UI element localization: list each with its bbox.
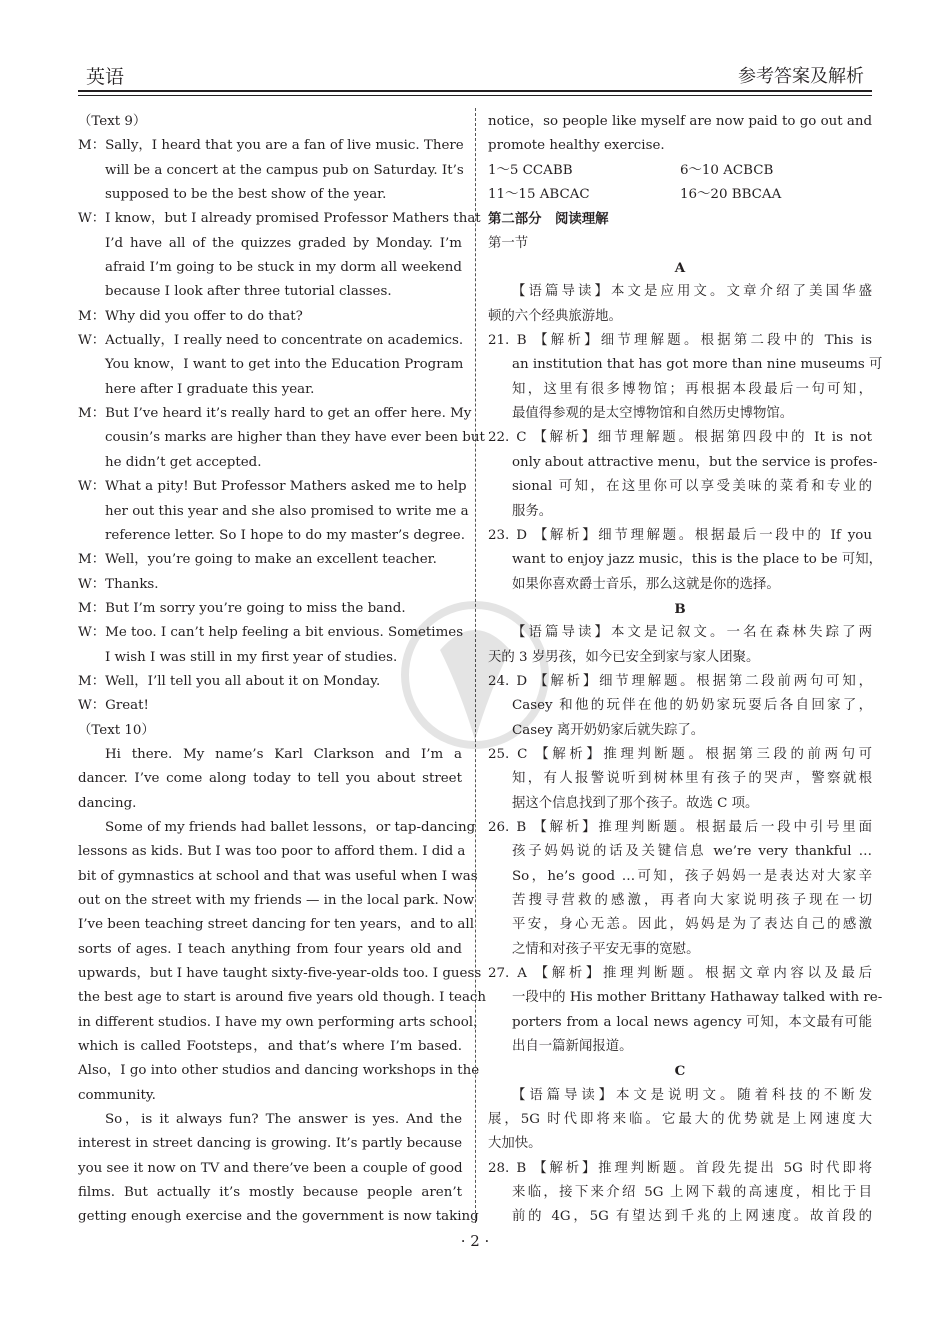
header-rule — [78, 90, 872, 92]
dialogue-line: cousin’s marks are higher than they have ever been but — [105, 430, 485, 446]
answer-key-row — [488, 159, 872, 183]
monologue-line: interest in street dancing is growing. It’s partly because — [78, 1136, 462, 1152]
dialogue-line: I wish I was still in my first year of studies. — [105, 649, 398, 665]
answer-explanation: 前的 4G，5G 有望达到千兆的上网速度。故首段的 — [512, 1209, 872, 1225]
monologue-line: notice，so people like myself are now paid to go out and — [488, 114, 873, 129]
monologue-line: sorts of ages. I teach anything from four years old and — [78, 941, 462, 957]
dialogue-line: because I look after three tutorial classes. — [105, 284, 392, 300]
section-label: 第一节 — [488, 235, 529, 251]
monologue-line: dancer. I’ve come along today to tell you about street — [78, 771, 462, 787]
monologue-line: dancing. — [78, 795, 137, 811]
answer-explanation: 如果你喜欢爵士音乐，那么这就是你的选择。 — [512, 576, 780, 592]
left-column — [78, 110, 487, 1230]
passage-letter: C — [674, 1063, 686, 1080]
answer-explanation: 苦搜寻营救的感激，再者向大家说明孩子现在一切 — [512, 893, 872, 908]
dialogue-line: M：But I’m sorry you’re going to miss the band. — [78, 600, 406, 616]
dialogue-line: W：I know，but I already promised Professor Mathers that — [78, 211, 481, 227]
dialogue-line: supposed to be the best show of the year. — [105, 187, 387, 203]
monologue-line: getting enough exercise and the government is now taking — [78, 1209, 479, 1225]
dialogue-line: M：Well，I’ll tell you all about it on Monday. — [78, 673, 381, 689]
dialogue-line: her out this year and she also promised to write me a — [105, 503, 469, 519]
passage-intro: 天的 3 岁男孩，如今已安全到家与家人团聚。 — [488, 649, 760, 665]
passage-intro: 【语篇导读】本文是记叙文。一名在森林失踪了两 — [512, 625, 872, 641]
monologue-line: Some of my friends had ballet lessons，or tap-dancing — [105, 819, 476, 835]
dialogue-line: M：Sally，I heard that you are a fan of live music. There — [78, 138, 464, 154]
monologue-line: Hi there. My name’s Karl Clarkson and I’m a — [105, 746, 462, 762]
answer-explanation: an institution that has got more than nine museums 可 — [512, 357, 883, 373]
monologue-line: upwards，but I have taught sixty-five-year-olds too. I guess — [78, 966, 482, 982]
dialogue-line: M：Well，you’re going to make an excellent teacher. — [78, 552, 437, 568]
text10-label: （Text 10） — [78, 722, 155, 738]
passage-letter: A — [674, 260, 686, 277]
page-number: · 2 · — [460, 1232, 490, 1250]
answer-explanation: So，he’s good …可知，孩子妈妈一是表达对大家辛 — [512, 868, 872, 884]
answer-explanation: sional 可知，在这里你可以享受美味的菜肴和专业的 — [512, 479, 872, 495]
dialogue-line: will be a concert at the campus pub on Saturday. It’s — [105, 162, 464, 178]
dialogue-line: I’d have all of the quizzes graded by Monday. I’m — [105, 235, 462, 251]
dialogue-line: W：Actually，I really need to concentrate on academics. — [78, 333, 464, 349]
right-column — [488, 110, 883, 1230]
header-rule-thin — [78, 95, 872, 96]
section-title: 参考答案及解析 — [738, 66, 864, 87]
answer-explanation: 据这个信息找到了那个孩子。故选 C 项。 — [512, 795, 759, 811]
monologue-line: the best age to start is around five years old though. I teach — [78, 990, 487, 1006]
part-title: 第二部分 阅读理解 — [488, 211, 609, 228]
passage-intro: 大加快。 — [488, 1136, 542, 1152]
answer-explanation: 27. A 【解析】推理判断题。根据文章内容以及最后 — [488, 966, 872, 982]
answer-explanation: 知，这里有很多博物馆；再根据本段最后一句可知， — [512, 381, 872, 397]
answer-explanation: 知，有人报警说听到树林里有孩子的哭声，警察就根 — [512, 771, 872, 787]
answer-explanation: 服务。 — [512, 503, 553, 519]
answer-explanation: 24. D 【解析】细节理解题。根据第二段前两句可知， — [488, 673, 872, 689]
answer-explanation: Casey 和他的玩伴在他的奶奶家玩耍后各自回家了， — [512, 698, 872, 714]
answer-range: 16～20 BBCAA — [680, 187, 782, 203]
answer-explanation: 孩子妈妈说的话及关键信息 we’re very thankful … — [512, 844, 872, 860]
answer-range: 1～5 CCABB — [488, 162, 573, 178]
answer-explanation: 25. C 【解析】推理判断题。根据第三段的前两句可 — [488, 746, 872, 762]
answer-explanation: only about attractive menu，but the service is profes- — [512, 454, 878, 470]
monologue-line: which is called Footsteps，and that’s where I’m based. — [78, 1039, 462, 1055]
subject-title: 英语 — [86, 66, 125, 88]
text9-label: （Text 9） — [78, 114, 147, 129]
dialogue-line: afraid I’m going to be stuck in my dorm all weekend — [105, 260, 462, 276]
dialogue-line: W：What a pity! But Professor Mathers asked me to help — [78, 479, 467, 495]
answer-explanation: 出自一篇新闻报道。 — [512, 1039, 633, 1055]
page-header — [78, 56, 872, 88]
monologue-line: promote healthy exercise. — [488, 138, 665, 154]
dialogue-line: W：Thanks. — [78, 576, 159, 592]
dialogue-line: W：Great! — [78, 698, 149, 714]
monologue-line: bit of gymnastics at school and that was useful when I was — [78, 868, 478, 884]
answer-explanation: porters from a local news agency 可知，本文最有可能 — [512, 1014, 872, 1030]
dialogue-line: You know，I want to get into the Education Program — [105, 357, 464, 373]
answer-range: 6～10 ACBCB — [680, 162, 774, 178]
answer-explanation: 21. B 【解析】细节理解题。根据第二段中的 This is — [488, 333, 872, 349]
monologue-line: films. But actually it’s mostly because people aren’t — [78, 1185, 462, 1201]
answer-explanation: 23. D 【解析】细节理解题。根据最后一段中的 If you — [488, 527, 872, 543]
monologue-line: community. — [78, 1087, 156, 1103]
monologue-line: lessons as kids. But I was too poor to afford them. I did a — [78, 844, 466, 860]
monologue-line: So，is it always fun? The answer is yes. And the — [105, 1112, 462, 1128]
dialogue-line: here after I graduate this year. — [105, 381, 315, 397]
passage-intro: 【语篇导读】本文是应用文。文章介绍了美国华盛 — [512, 284, 872, 300]
answer-explanation: want to enjoy jazz music，this is the place to be 可知， — [512, 552, 883, 568]
passage-intro: 【语篇导读】本文是说明文。随着科技的不断发 — [512, 1087, 872, 1103]
answer-explanation: 之情和对孩子平安无事的宽慰。 — [512, 941, 700, 957]
monologue-line: in different studios. I have my own performing arts school， — [78, 1014, 487, 1030]
dialogue-line: reference letter. So I hope to do my master’s degree. — [105, 527, 465, 543]
dialogue-line: he didn’t get accepted. — [105, 454, 262, 470]
passage-letter: B — [674, 600, 686, 617]
dialogue-line: W：Me too. I can’t help feeling a bit envious. Sometimes — [78, 625, 464, 641]
answer-explanation: 最值得参观的是太空博物馆和自然历史博物馆。 — [512, 406, 794, 422]
monologue-line: you see it now on TV and there’ve been a couple of good — [78, 1160, 463, 1176]
answer-explanation: 平安，身心无恙。因此，妈妈是为了表达自己的感激 — [512, 917, 872, 933]
answer-range: 11～15 ABCAC — [488, 187, 590, 203]
monologue-line: I’ve been teaching street dancing for ten years，and to all — [78, 917, 474, 933]
passage-intro: 展，5G 时代即将来临。它最大的优势就是上网速度大 — [488, 1112, 872, 1128]
answer-explanation: Casey 离开奶奶家后就失踪了。 — [512, 722, 705, 738]
answer-explanation: 22. C 【解析】细节理解题。根据第四段中的 It is not — [488, 430, 872, 446]
answer-explanation: 26. B 【解析】推理判断题。根据最后一段中引号里面 — [488, 819, 872, 835]
monologue-line: out on the street with my friends — in the local park. Now — [78, 893, 475, 908]
answer-explanation: 来临，接下来介绍 5G 上网下载的高速度，相比于目 — [512, 1185, 872, 1201]
monologue-line: Also，I go into other studios and dancing workshops in the — [78, 1063, 480, 1079]
dialogue-line: M：But I’ve heard it’s really hard to get an offer here. My — [78, 406, 472, 422]
dialogue-line: M：Why did you offer to do that? — [78, 308, 303, 324]
answer-explanation: 28. B 【解析】推理判断题。首段先提出 5G 时代即将 — [488, 1160, 872, 1176]
passage-intro: 顿的六个经典旅游地。 — [488, 308, 622, 324]
answer-explanation: 一段中的 His mother Brittany Hathaway talked with re- — [512, 990, 883, 1006]
answer-key-row — [488, 183, 872, 207]
